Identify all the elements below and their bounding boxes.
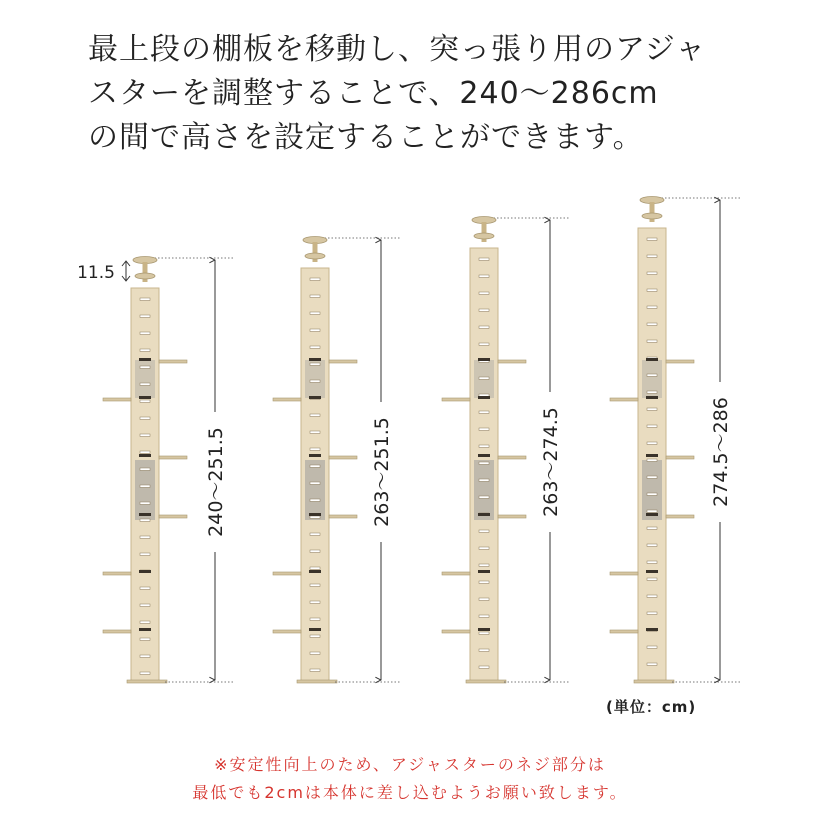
- pole-slot: [140, 621, 150, 623]
- pole-shadow-section: [305, 460, 325, 520]
- pole-slot: [310, 278, 320, 280]
- shelf-bracket: [478, 628, 490, 631]
- pole-slot: [310, 380, 320, 382]
- pole-slot: [479, 530, 489, 532]
- shelf-bracket: [646, 396, 658, 399]
- shelf-board: [442, 572, 470, 575]
- pole-slot: [647, 238, 657, 240]
- pole-slot: [310, 329, 320, 331]
- shelf-bracket: [646, 358, 658, 361]
- height-label-group: [538, 392, 562, 532]
- base-plate: [466, 680, 506, 683]
- pole-slot: [647, 289, 657, 291]
- pole-slot: [479, 479, 489, 481]
- shelf-bracket: [478, 454, 490, 457]
- pole-slot: [647, 510, 657, 512]
- shelf-bracket: [309, 628, 321, 631]
- shelf-bracket: [139, 358, 151, 361]
- shelf-bracket: [139, 628, 151, 631]
- pole-4: [610, 197, 740, 684]
- pole-slot: [479, 666, 489, 668]
- pole-slot: [479, 377, 489, 379]
- shelf-board: [329, 360, 357, 363]
- shelf-bracket: [478, 358, 490, 361]
- unit-label: (単位：cm): [606, 698, 697, 716]
- pole-slot: [310, 346, 320, 348]
- pole-slot: [647, 476, 657, 478]
- pole-slot: [310, 550, 320, 552]
- pole-slot: [310, 601, 320, 603]
- pole-slot: [479, 496, 489, 498]
- shelf-bracket: [139, 396, 151, 399]
- shelf-board: [273, 398, 301, 401]
- shelf-board: [329, 456, 357, 459]
- shelf-board: [498, 515, 526, 518]
- pole-slot: [647, 442, 657, 444]
- pole-slot: [647, 544, 657, 546]
- height-label-group: [708, 382, 732, 522]
- shelf-bracket: [309, 396, 321, 399]
- pole-shadow-section: [135, 360, 155, 398]
- pole-slot: [479, 275, 489, 277]
- pole-slot: [140, 468, 150, 470]
- shelf-bracket: [646, 628, 658, 631]
- offset-label: 11.5: [77, 263, 115, 283]
- shelf-board: [159, 456, 187, 459]
- pole-slot: [310, 465, 320, 467]
- pole-slot: [479, 428, 489, 430]
- pole-slot: [647, 272, 657, 274]
- shelf-bracket: [309, 454, 321, 457]
- pole-slot: [479, 615, 489, 617]
- pole-slot: [647, 493, 657, 495]
- shelf-board: [666, 360, 694, 363]
- shelf-board: [666, 456, 694, 459]
- shelf-board: [329, 515, 357, 518]
- pole-slot: [479, 632, 489, 634]
- pole-slot: [479, 462, 489, 464]
- pole-slot: [140, 366, 150, 368]
- shelf-bracket: [309, 358, 321, 361]
- pole-slot: [647, 646, 657, 648]
- height-label: 274.5～286: [710, 397, 732, 507]
- shelf-board: [610, 630, 638, 633]
- shelf-board: [159, 360, 187, 363]
- pole-slot: [479, 309, 489, 311]
- pole-slot: [310, 635, 320, 637]
- height-label-group: [203, 412, 227, 552]
- pole-slot: [479, 564, 489, 566]
- heading-line-1: 最上段の棚板を移動し、突っ張り用のアジャ: [88, 32, 707, 67]
- shelf-board: [103, 572, 131, 575]
- shelf-board: [103, 630, 131, 633]
- pole-slot: [647, 340, 657, 342]
- shelf-bracket: [478, 396, 490, 399]
- height-label: 240～251.5: [205, 427, 227, 537]
- shelf-board: [610, 572, 638, 575]
- pole-slot: [310, 431, 320, 433]
- base-plate: [127, 680, 167, 683]
- pole-slot: [647, 306, 657, 308]
- pole-slot: [140, 638, 150, 640]
- pole-slot: [647, 408, 657, 410]
- pole-slot: [140, 502, 150, 504]
- base-plate: [634, 680, 674, 683]
- shelf-bracket: [478, 570, 490, 573]
- height-label: 263～251.5: [371, 417, 393, 527]
- heading-line-3: の間で高さを設定することができます。: [88, 120, 644, 155]
- shelf-board: [442, 398, 470, 401]
- shelf-bracket: [646, 513, 658, 516]
- shelf-board: [442, 630, 470, 633]
- adjuster-nut: [305, 253, 325, 259]
- pole-1: [103, 257, 235, 684]
- pole-slot: [647, 578, 657, 580]
- pole-slot: [647, 612, 657, 614]
- pole-slot: [140, 655, 150, 657]
- adjuster-nut: [474, 233, 494, 239]
- pole-slot: [647, 391, 657, 393]
- pole-slot: [310, 584, 320, 586]
- base-plate: [297, 680, 337, 683]
- shelf-board: [498, 360, 526, 363]
- adjuster-nut: [642, 213, 662, 219]
- pole-slot: [140, 536, 150, 538]
- pole-slot: [310, 414, 320, 416]
- pole-slot: [310, 448, 320, 450]
- caution-note-line-2: 最低でも2cmは本体に差し込むようお願い致します。: [192, 783, 628, 802]
- pole-slot: [479, 411, 489, 413]
- pole-slot: [647, 459, 657, 461]
- pole-slot: [647, 561, 657, 563]
- shelf-board: [273, 630, 301, 633]
- shelf-board: [273, 572, 301, 575]
- shelf-board: [103, 398, 131, 401]
- height-label-group: [369, 402, 393, 542]
- pole-slot: [647, 595, 657, 597]
- heading-line-2: スターを調整することで、240～286cm: [88, 76, 659, 111]
- pole-slot: [479, 547, 489, 549]
- pole-slot: [140, 604, 150, 606]
- pole-slot: [140, 383, 150, 385]
- pole-slot: [140, 553, 150, 555]
- pole-slot: [140, 298, 150, 300]
- pole-3: [442, 217, 570, 684]
- shelf-board: [498, 456, 526, 459]
- pole-slot: [310, 312, 320, 314]
- pole-slot: [479, 581, 489, 583]
- pole-slot: [479, 343, 489, 345]
- pole-slot: [310, 669, 320, 671]
- pole-slot: [140, 587, 150, 589]
- shelf-bracket: [646, 570, 658, 573]
- shelf-bracket: [309, 513, 321, 516]
- shelf-bracket: [646, 454, 658, 457]
- pole-slot: [140, 349, 150, 351]
- pole-2: [273, 237, 401, 684]
- pole-slot: [140, 400, 150, 402]
- pole-slot: [310, 618, 320, 620]
- pole-slot: [647, 663, 657, 665]
- pole-shadow-section: [305, 360, 325, 398]
- pole-slot: [647, 255, 657, 257]
- pole-slot: [140, 315, 150, 317]
- shelf-board: [666, 515, 694, 518]
- pole-slot: [310, 363, 320, 365]
- shelf-board: [610, 398, 638, 401]
- adjuster-nut: [135, 273, 155, 279]
- pole-slot: [310, 516, 320, 518]
- pole-slot: [479, 649, 489, 651]
- shelf-board: [159, 515, 187, 518]
- pole-slot: [647, 323, 657, 325]
- pole-slot: [647, 425, 657, 427]
- caution-note-line-1: ※安定性向上のため、アジャスターのネジ部分は: [214, 755, 606, 774]
- pole-slot: [310, 499, 320, 501]
- pole-shadow-section: [474, 460, 494, 520]
- offset-arrow: [122, 261, 130, 281]
- pole-slot: [140, 672, 150, 674]
- pole-slot: [479, 445, 489, 447]
- pole-slot: [310, 482, 320, 484]
- pole-slot: [479, 258, 489, 260]
- pole-slot: [310, 295, 320, 297]
- pole-slot: [310, 567, 320, 569]
- pole-slot: [479, 292, 489, 294]
- pole-slot: [310, 652, 320, 654]
- pole-slot: [647, 374, 657, 376]
- pole-slot: [310, 533, 320, 535]
- pole-slot: [140, 332, 150, 334]
- pole-slot: [647, 527, 657, 529]
- pole-slot: [140, 417, 150, 419]
- shelf-bracket: [139, 454, 151, 457]
- pole-slot: [140, 485, 150, 487]
- pole-slot: [479, 598, 489, 600]
- pole-slot: [140, 434, 150, 436]
- pole-slot: [479, 326, 489, 328]
- pole-slot: [140, 451, 150, 453]
- pole-slot: [140, 519, 150, 521]
- shelf-bracket: [139, 570, 151, 573]
- shelf-bracket: [478, 513, 490, 516]
- shelf-bracket: [139, 513, 151, 516]
- shelf-bracket: [309, 570, 321, 573]
- height-label: 263～274.5: [540, 407, 562, 517]
